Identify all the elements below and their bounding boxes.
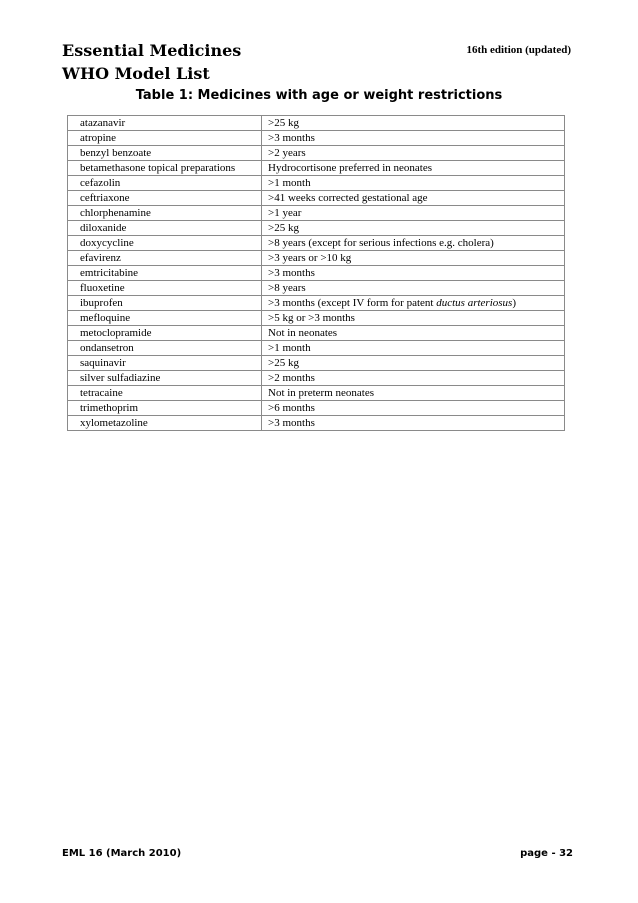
restriction-cell: >1 year <box>262 206 565 221</box>
table-row <box>68 221 565 236</box>
restriction-text: >3 months (except IV form for patent <box>268 297 437 309</box>
restriction-cell: >5 kg or >3 months <box>262 311 565 326</box>
footer-document-id: EML 16 (March 2010) <box>62 848 182 859</box>
medicine-name-cell: doxycycline <box>68 236 262 251</box>
medicine-name-cell: atazanavir <box>68 116 262 131</box>
restriction-cell: >25 kg <box>262 356 565 371</box>
table-row <box>68 146 565 161</box>
medicine-name-cell: trimethoprim <box>68 401 262 416</box>
restriction-cell: >3 years or >10 kg <box>262 251 565 266</box>
restriction-italic-term: ductus arteriosus <box>436 297 513 309</box>
document-subtitle: WHO Model List <box>62 64 210 83</box>
restriction-cell: >2 years <box>262 146 565 161</box>
table-row <box>68 416 565 431</box>
restriction-cell: >1 month <box>262 176 565 191</box>
medicine-name-cell: silver sulfadiazine <box>68 371 262 386</box>
restriction-cell: Not in preterm neonates <box>262 386 565 401</box>
medicine-name-cell: betamethasone topical preparations <box>68 161 262 176</box>
table-row <box>68 311 565 326</box>
medicine-name-cell: mefloquine <box>68 311 262 326</box>
medicine-name-cell: saquinavir <box>68 356 262 371</box>
table-row <box>68 296 565 311</box>
table-row <box>68 401 565 416</box>
medicine-name-cell: ibuprofen <box>68 296 262 311</box>
medicine-name-cell: tetracaine <box>68 386 262 401</box>
medicine-name-cell: emtricitabine <box>68 266 262 281</box>
restriction-cell: >8 years (except for serious infections e.g. cholera) <box>262 236 565 251</box>
table-row <box>68 371 565 386</box>
restriction-cell <box>262 296 565 311</box>
restriction-cell: >25 kg <box>262 116 565 131</box>
restriction-cell: >8 years <box>262 281 565 296</box>
restriction-cell: >2 months <box>262 371 565 386</box>
restriction-cell: Not in neonates <box>262 326 565 341</box>
table-row <box>68 341 565 356</box>
medicine-name-cell: efavirenz <box>68 251 262 266</box>
table-row <box>68 116 565 131</box>
restrictions-table <box>67 115 565 431</box>
table-caption: Table 1: Medicines with age or weight restrictions <box>135 88 503 103</box>
restriction-cell: >41 weeks corrected gestational age <box>262 191 565 206</box>
medicine-name-cell: cefazolin <box>68 176 262 191</box>
table-row <box>68 356 565 371</box>
medicine-name-cell: ceftriaxone <box>68 191 262 206</box>
table-row <box>68 281 565 296</box>
restriction-cell: >25 kg <box>262 221 565 236</box>
medicine-name-cell: benzyl benzoate <box>68 146 262 161</box>
document-title: Essential Medicines <box>62 41 242 60</box>
edition-label: 16th edition (updated) <box>466 44 571 56</box>
table-row <box>68 266 565 281</box>
table-row <box>68 176 565 191</box>
medicine-name-cell: chlorphenamine <box>68 206 262 221</box>
table-row <box>68 131 565 146</box>
medicine-name-cell: diloxanide <box>68 221 262 236</box>
restriction-cell: >6 months <box>262 401 565 416</box>
medicine-name-cell: fluoxetine <box>68 281 262 296</box>
restriction-cell: Hydrocortisone preferred in neonates <box>262 161 565 176</box>
table-row <box>68 191 565 206</box>
footer-page-number: page - 32 <box>520 848 573 859</box>
restriction-cell: >3 months <box>262 131 565 146</box>
table-row <box>68 251 565 266</box>
table-row <box>68 206 565 221</box>
medicine-name-cell: ondansetron <box>68 341 262 356</box>
restriction-cell: >3 months <box>262 266 565 281</box>
restriction-text: ) <box>512 297 516 309</box>
table-row <box>68 326 565 341</box>
restriction-cell: >3 months <box>262 416 565 431</box>
medicine-name-cell: metoclopramide <box>68 326 262 341</box>
restrictions-table-body <box>68 116 565 431</box>
restriction-cell: >1 month <box>262 341 565 356</box>
medicine-name-cell: xylometazoline <box>68 416 262 431</box>
table-row <box>68 161 565 176</box>
table-row <box>68 236 565 251</box>
medicine-name-cell: atropine <box>68 131 262 146</box>
table-row <box>68 386 565 401</box>
